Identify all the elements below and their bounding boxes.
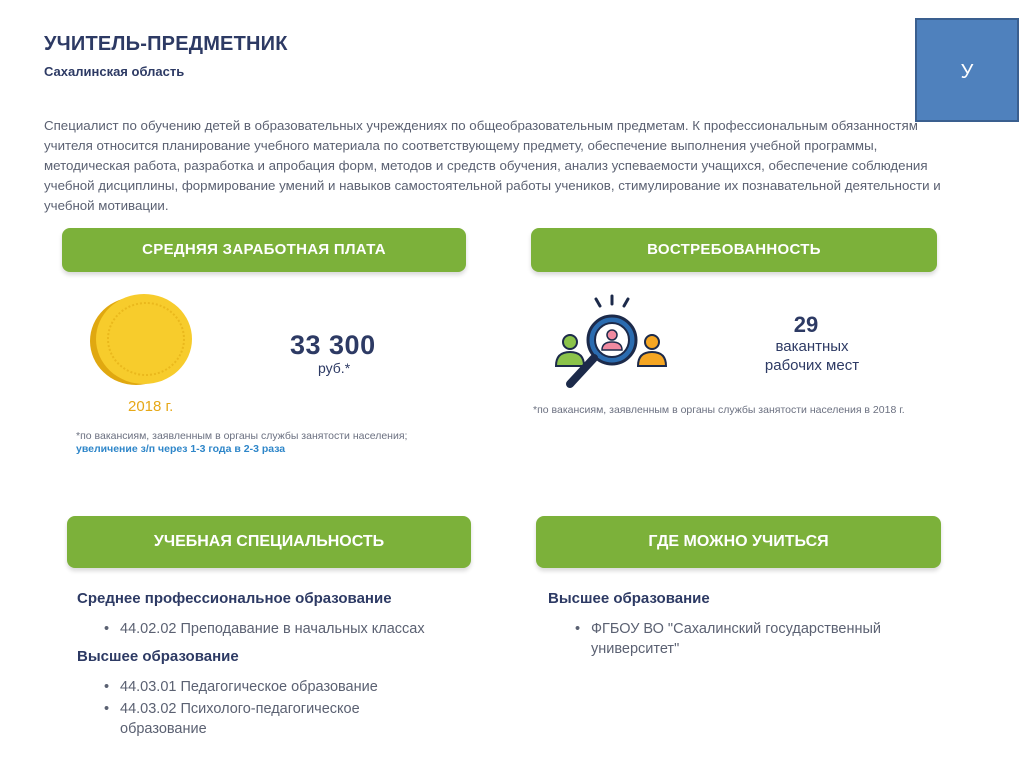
specialty-heading: УЧЕБНАЯ СПЕЦИАЛЬНОСТЬ bbox=[67, 516, 471, 568]
salary-year: 2018 г. bbox=[128, 398, 174, 415]
specialty-group-title: Среднее профессиональное образование bbox=[77, 590, 392, 607]
region-subtitle: Сахалинская область bbox=[44, 64, 185, 79]
corner-label-box: У bbox=[915, 18, 1019, 122]
salary-heading: СРЕДНЯЯ ЗАРАБОТНАЯ ПЛАТА bbox=[62, 228, 466, 272]
people-search-icon bbox=[550, 292, 674, 394]
salary-unit: руб.* bbox=[318, 360, 351, 376]
coin-icon bbox=[86, 292, 196, 388]
vacancy-label bbox=[742, 337, 882, 375]
specialty-group-title: Высшее образование bbox=[77, 648, 239, 665]
salary-value: 33 300 bbox=[290, 330, 376, 360]
list-item: • 44.02.02 Преподавание в начальных классах bbox=[104, 619, 500, 639]
list-item: • 44.03.01 Педагогическое образование bbox=[104, 677, 500, 697]
salary-note-highlight: увеличение з/п через 1-3 года в 2-3 раза bbox=[76, 443, 286, 455]
list-item: • ФГБОУ ВО "Сахалинский государственный университет" bbox=[575, 619, 931, 659]
vacancy-label-line1: вакантных bbox=[775, 338, 849, 355]
profession-description: Специалист по обучению детей в образовательных учреждениях по общеобразовательным предметам. К профессиональным обязанностям учителя относится планирование учебного материала по соответствующему предмету, обеспечение выполнения учебной программы, методическая работа, разработка и апробация форм, методов и средств обучения, анализ успеваемости учащихся, обеспечение соблюдения учебной дисциплины, формирование умений и навыков самостоятельной работы учеников, стимулирование их познавательной деятельности и учебной мотивации. bbox=[44, 118, 941, 213]
demand-heading: ВОСТРЕБОВАННОСТЬ bbox=[531, 228, 937, 272]
where-group-title: Высшее образование bbox=[548, 590, 710, 607]
page-title: УЧИТЕЛЬ-ПРЕДМЕТНИК bbox=[44, 33, 288, 55]
demand-note: *по вакансиям, заявленным в органы службы занятости населения в 2018 г. bbox=[533, 404, 905, 416]
list-item: • 44.03.02 Психолого-педагогическое образование bbox=[104, 699, 410, 739]
vacancy-label-line2: рабочих мест bbox=[764, 357, 860, 374]
where-heading: ГДЕ МОЖНО УЧИТЬСЯ bbox=[536, 516, 941, 568]
vacancy-count: 29 bbox=[793, 312, 819, 337]
salary-note: *по вакансиям, заявленным в органы службы занятости населения; bbox=[76, 430, 408, 442]
